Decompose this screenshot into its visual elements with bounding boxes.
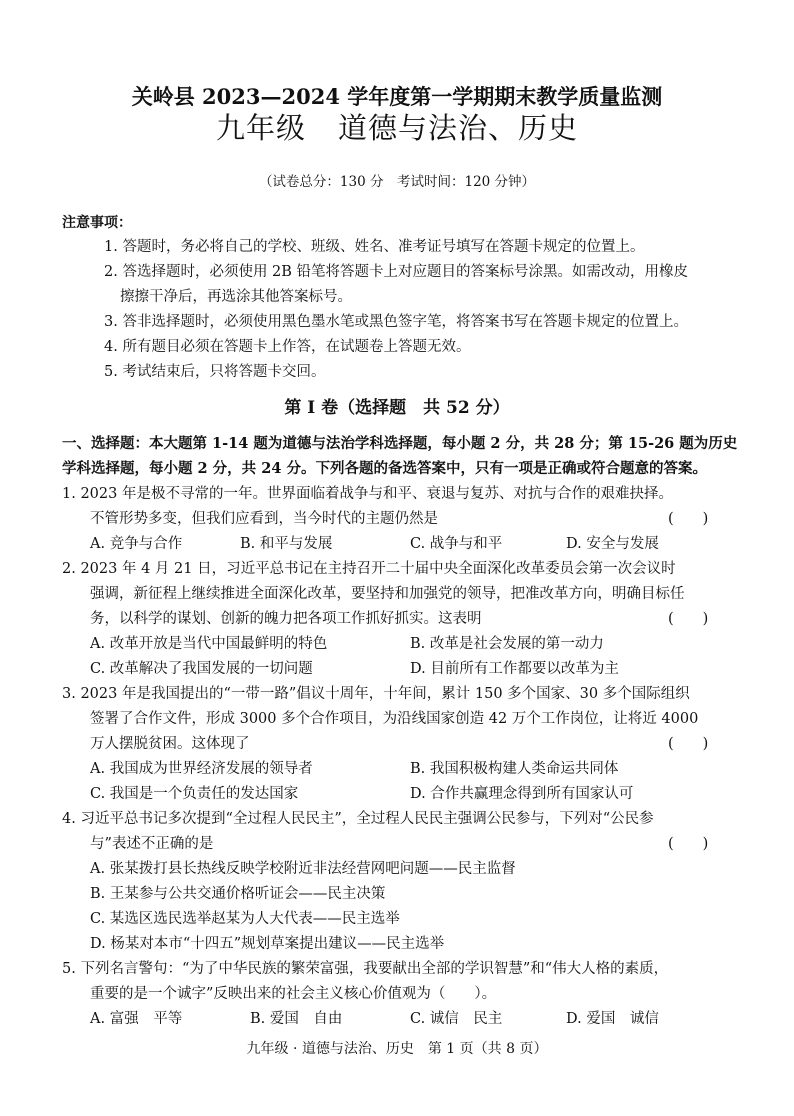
question-1-option-d: D. 安全与发展 xyxy=(566,536,659,552)
answer-bracket: ( ) xyxy=(668,736,709,752)
question-4-option-b: B. 王某参与公共交通价格听证会——民主决策 xyxy=(90,886,386,902)
question-2-stem: 2. 2023 年 4 月 21 日，习近平总书记在主持召开二十届中央全面深化改革委员会第一次会议时 xyxy=(62,561,676,577)
notice-item: 4. 所有题目必须在答题卡上作答，在试题卷上答题无效。 xyxy=(104,339,471,355)
question-3-option-a: A. 我国成为世界经济发展的领导者 xyxy=(90,761,313,777)
question-4-option-a: A. 张某拨打县长热线反映学校附近非法经营网吧问题——民主监督 xyxy=(90,861,516,877)
exam-meta: （试卷总分：130 分 考试时间：120 分钟） xyxy=(258,174,536,190)
question-2-option-b: B. 改革是社会发展的第一动力 xyxy=(410,636,604,652)
page-number: 第 1 页（共 8 页） xyxy=(427,1041,548,1057)
instruction-line: 学科选择题，每小题 2 分，共 24 分。下列各题的备选答案中，只有一项是正确或符合题意的答案。 xyxy=(62,460,707,477)
question-3-option-b: B. 我国积极构建人类命运共同体 xyxy=(410,761,619,777)
question-3-stem: 签署了合作文件，形成 3000 多个合作项目，为沿线国家创造 42 万个工作岗位，让将近 4000 xyxy=(90,711,699,727)
question-4-option-d: D. 杨某对本市“十四五”规划草案提出建议——民主选举 xyxy=(90,936,445,952)
question-1-option-a: A. 竞争与合作 xyxy=(90,536,183,552)
answer-bracket: ( ) xyxy=(668,611,709,627)
question-3-stem: 万人摆脱贫困。这体现了 xyxy=(90,736,250,752)
question-4-stem: 4. 习近平总书记多次提到“全过程人民民主”，全过程人民民主强调公民参与，下列对“公民参 xyxy=(62,811,654,827)
question-4-stem: 与”表述不正确的是 xyxy=(90,836,214,852)
question-5-stem: 5. 下列名言警句：“为了中华民族的繁荣富强，我要献出全部的学识智慧”和“伟大人格的素质， xyxy=(62,961,669,977)
question-1-option-c: C. 战争与和平 xyxy=(410,536,503,552)
notice-item: 擦擦干净后，再选涂其他答案标号。 xyxy=(120,289,352,305)
exam-subtitle xyxy=(0,111,794,145)
question-3-option-c: C. 我国是一个负责任的发达国家 xyxy=(90,786,299,802)
question-5-option-a: A. 富强 平等 xyxy=(90,1011,183,1027)
question-5-option-b: B. 爱国 自由 xyxy=(250,1011,343,1027)
footer-subject: 道德与法治、历史 xyxy=(301,1041,414,1057)
question-2-stem: 强调，新征程上继续推进全面深化改革，要坚持和加强党的领导，把准改革方向，明确目标任 xyxy=(90,586,685,602)
footer-dot: · xyxy=(292,1041,298,1057)
page-footer xyxy=(0,1039,794,1059)
footer-grade: 九年级 xyxy=(246,1041,289,1057)
instruction-line: 一、选择题：本大题第 1-14 题为道德与法治学科选择题，每小题 2 分，共 28 分；第 15-26 题为历史 xyxy=(62,435,738,452)
answer-bracket: ( ) xyxy=(668,511,709,527)
question-2-stem: 务，以科学的谋划、创新的魄力把各项工作抓好抓实。这表明 xyxy=(90,611,482,627)
subject-label: 道德与法治、历史 xyxy=(338,111,579,145)
question-3-option-d: D. 合作共赢理念得到所有国家认可 xyxy=(410,786,634,802)
notice-heading: 注意事项： xyxy=(62,215,132,231)
notice-item: 1. 答题时，务必将自己的学校、班级、姓名、准考证号填写在答题卡规定的位置上。 xyxy=(104,239,645,255)
notice-item: 2. 答选择题时，必须使用 2B 铅笔将答题卡上对应题目的答案标号涂黑。如需改动，用橡皮 xyxy=(104,264,689,280)
section-title: 第 Ⅰ 卷（选择题 共 52 分） xyxy=(284,398,510,418)
notice-item: 5. 考试结束后，只将答题卡交回。 xyxy=(104,364,326,380)
question-5-option-d: D. 爱国 诚信 xyxy=(566,1011,659,1027)
question-1-option-b: B. 和平与发展 xyxy=(240,536,333,552)
answer-bracket: ( ) xyxy=(668,836,709,852)
question-1-stem: 不管形势多变，但我们应看到，当今时代的主题仍然是 xyxy=(90,511,438,527)
grade-label: 九年级 xyxy=(215,111,306,145)
question-1-stem: 1. 2023 年是极不寻常的一年。世界面临着战争与和平、衰退与复苏、对抗与合作的艰难抉择。 xyxy=(62,486,673,502)
exam-title: 关岭县 2023—2024 学年度第一学期期末教学质量监测 xyxy=(131,84,663,109)
question-2-option-a: A. 改革开放是当代中国最鲜明的特色 xyxy=(90,636,328,652)
question-2-option-c: C. 改革解决了我国发展的一切问题 xyxy=(90,661,313,677)
question-5-option-c: C. 诚信 民主 xyxy=(410,1011,503,1027)
notice-item: 3. 答非选择题时，必须使用黑色墨水笔或黑色签字笔，将答案书写在答题卡规定的位置上。 xyxy=(104,314,688,330)
question-3-stem: 3. 2023 年是我国提出的“一带一路”倡议十周年，十年间，累计 150 多个国家、30 多个国际组织 xyxy=(62,686,690,702)
question-4-option-c: C. 某选区选民选举赵某为人大代表——民主选举 xyxy=(90,911,400,927)
question-2-option-d: D. 目前所有工作都要以改革为主 xyxy=(410,661,619,677)
question-5-stem: 重要的是一个诚字”反映出来的社会主义核心价值观为（ ）。 xyxy=(90,986,497,1002)
